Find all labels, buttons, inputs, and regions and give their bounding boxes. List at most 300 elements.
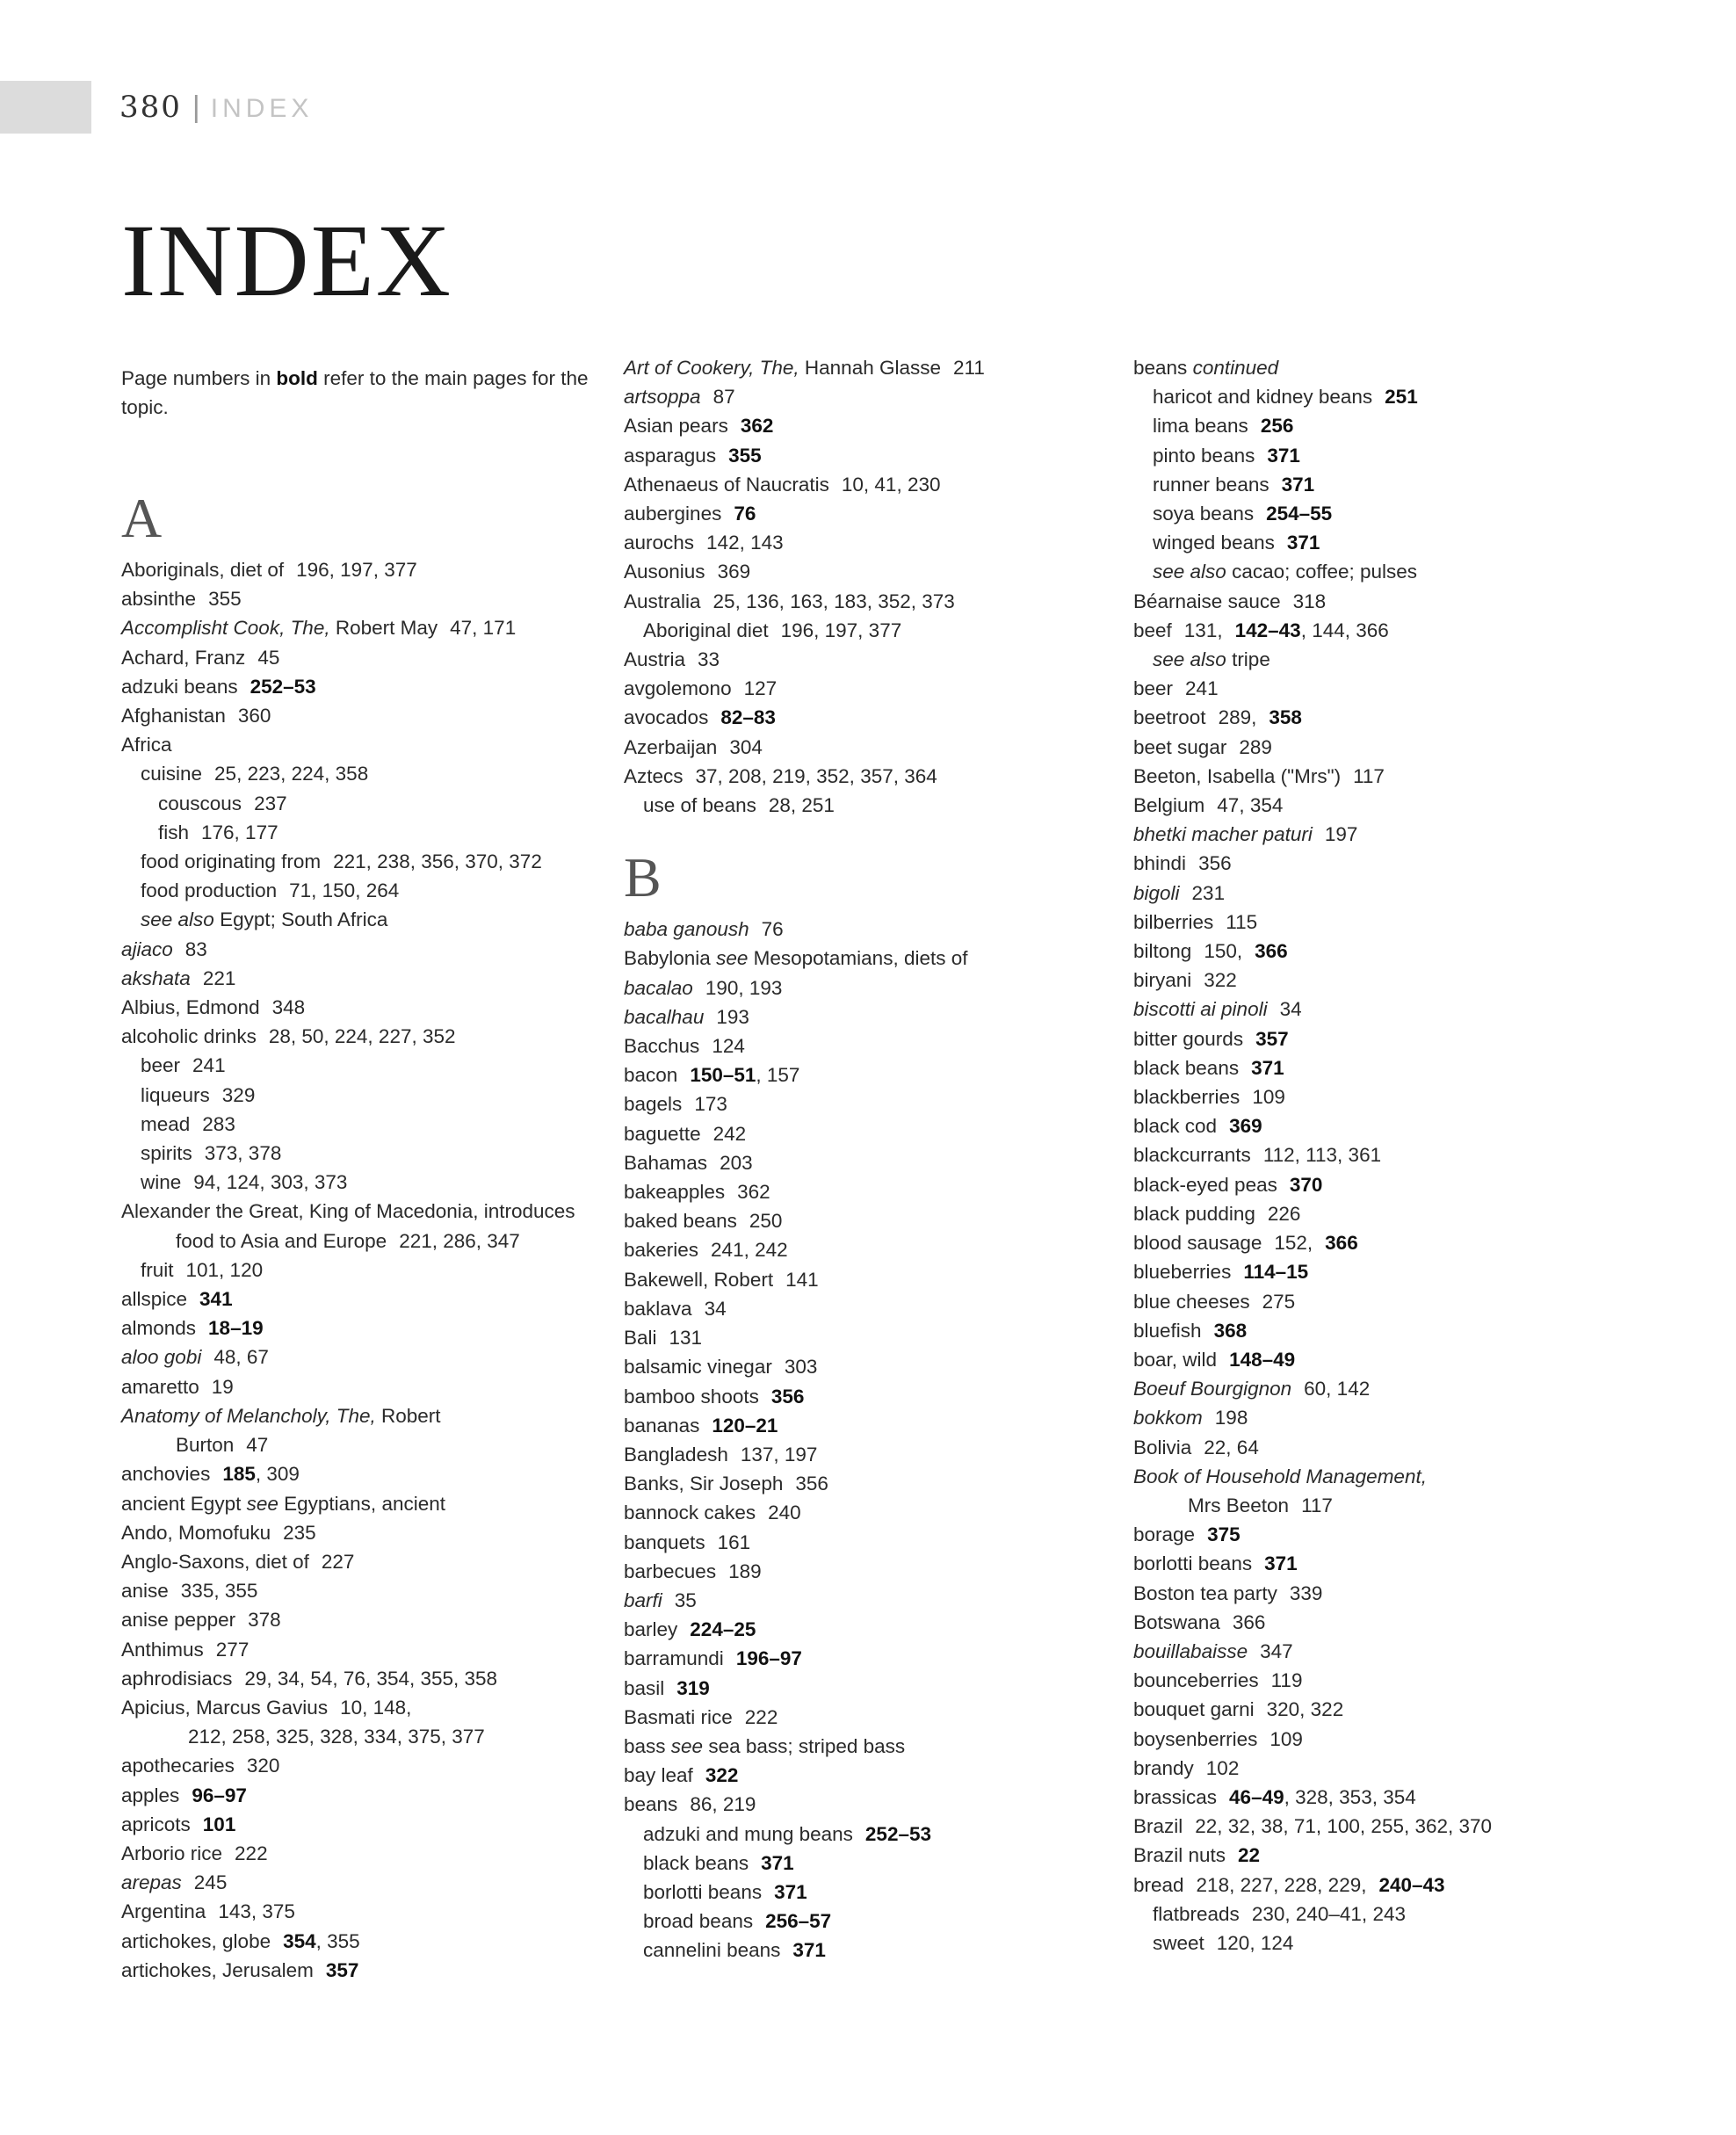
page-refs: 245 <box>193 1871 228 1894</box>
index-entry <box>1133 353 1625 382</box>
page-refs: 127 <box>743 677 778 700</box>
entry-term: bluefish <box>1133 1319 1202 1342</box>
page-refs: 197 <box>1324 823 1358 846</box>
page-refs: 230, 240–41, 243 <box>1251 1902 1406 1925</box>
running-header <box>119 88 313 128</box>
entry-term: artsoppa <box>624 386 701 409</box>
page-refs: 189 <box>728 1560 762 1582</box>
entry-term: ajiaco <box>121 937 173 960</box>
index-entry <box>1133 1637 1625 1666</box>
page-title: INDEX <box>121 203 453 318</box>
page-refs: 34 <box>1279 998 1302 1021</box>
index-entry <box>121 1518 613 1547</box>
entry-term: Boeuf Bourgignon <box>1133 1378 1292 1400</box>
page-refs: 241 <box>192 1054 226 1077</box>
page-refs: 143, 375 <box>218 1900 295 1923</box>
main-page-ref: 256 <box>1260 415 1294 438</box>
page-refs: 356 <box>795 1473 828 1495</box>
entry-term: blood sausage <box>1133 1232 1262 1255</box>
entry-term: Beeton, Isabella ("Mrs") <box>1133 764 1342 787</box>
entry-term: adzuki and mung beans <box>643 1822 853 1845</box>
page-refs: 221 <box>202 966 236 989</box>
index-entry <box>624 1761 1116 1790</box>
entry-term: haricot and kidney beans <box>1153 386 1373 409</box>
entry-term: Boston tea party <box>1133 1581 1277 1604</box>
index-entry <box>121 701 613 730</box>
page-refs: 193 <box>716 1005 749 1028</box>
main-page-ref: 114–15 <box>1243 1261 1309 1284</box>
index-entry <box>624 1235 1116 1264</box>
entry-subtext: Mesopotamians, diets of <box>748 947 968 970</box>
main-page-ref: 101 <box>202 1813 236 1835</box>
index-entry <box>1133 733 1625 762</box>
page-refs: 369 <box>717 561 751 583</box>
entries-b-list <box>624 915 1116 1965</box>
entry-term: bounceberries <box>1133 1669 1259 1692</box>
page-refs: 71, 150, 264 <box>289 879 400 902</box>
cross-reference-target: Egypt; South Africa <box>213 908 388 931</box>
entry-term: bamboo shoots <box>624 1385 759 1408</box>
entry-term: beer <box>141 1054 181 1077</box>
page-refs: 275 <box>1262 1290 1296 1313</box>
entry-term: Bali <box>624 1327 657 1350</box>
index-entry <box>1133 1403 1625 1432</box>
main-page-ref: 371 <box>1281 473 1315 496</box>
main-page-ref: 358 <box>1269 706 1302 729</box>
page-refs: 47 <box>246 1434 269 1457</box>
page-refs: 320 <box>246 1755 280 1777</box>
index-entry <box>121 1868 613 1897</box>
index-entry <box>624 528 1116 557</box>
index-entry <box>121 1576 613 1605</box>
main-page-ref: 96–97 <box>192 1784 247 1806</box>
index-entry <box>121 1314 613 1343</box>
page-refs: 221, 286, 347 <box>399 1229 520 1252</box>
index-entry <box>624 1849 1116 1878</box>
entry-term: Achard, Franz <box>121 646 246 669</box>
page-refs: 10, 148, <box>340 1696 412 1719</box>
index-entry <box>1133 1929 1625 1958</box>
page-refs: 87 <box>712 386 735 409</box>
entry-term: Banks, Sir Joseph <box>624 1473 784 1495</box>
page-refs: 277 <box>215 1638 250 1661</box>
entry-term: beer <box>1133 677 1174 700</box>
entry-term: Albius, Edmond <box>121 996 260 1019</box>
main-page-ref: 371 <box>1267 444 1300 467</box>
main-page-ref: 371 <box>1264 1552 1298 1575</box>
index-entry <box>624 587 1116 616</box>
index-column-1 <box>121 353 613 1985</box>
page-edge-tab <box>0 81 91 134</box>
page-refs: 231 <box>1191 881 1226 904</box>
page-refs: 240 <box>768 1502 801 1524</box>
index-entry <box>1133 1812 1625 1841</box>
main-page-ref: 256–57 <box>765 1910 832 1933</box>
entry-term: bananas <box>624 1414 700 1437</box>
index-entry <box>1133 1725 1625 1754</box>
main-page-ref: 341 <box>199 1288 233 1311</box>
index-entry <box>1133 1140 1625 1169</box>
page-refs: 211 <box>953 357 985 379</box>
page-refs-extra: , 309 <box>255 1463 300 1486</box>
entry-term: Art of Cookery, The, <box>624 357 799 379</box>
entry-term: arepas <box>121 1871 182 1894</box>
index-entry <box>1133 1841 1625 1870</box>
page-refs: 35 <box>674 1589 697 1611</box>
page-refs: 141 <box>785 1268 819 1291</box>
index-entry <box>1133 1024 1625 1053</box>
entry-term: fruit <box>141 1258 174 1281</box>
entry-term: beet sugar <box>1133 735 1227 758</box>
index-entry <box>1133 1462 1625 1491</box>
index-entry <box>121 847 613 876</box>
entry-term: blackberries <box>1133 1086 1241 1109</box>
entry-term: cuisine <box>141 763 203 785</box>
entry-term: soya beans <box>1153 503 1255 525</box>
index-entry <box>1133 791 1625 820</box>
index-entry <box>624 1936 1116 1965</box>
index-entry <box>624 1615 1116 1644</box>
bold-word: bold <box>276 367 318 389</box>
entry-term: borlotti beans <box>1133 1552 1253 1575</box>
entry-term: Burton <box>176 1434 235 1457</box>
main-page-ref: 148–49 <box>1229 1348 1296 1371</box>
index-entry <box>1133 1316 1625 1345</box>
index-entry <box>1133 1257 1625 1286</box>
page-refs: 76 <box>761 918 784 941</box>
index-entry <box>121 730 613 759</box>
main-page-ref: 22 <box>1238 1844 1261 1867</box>
index-entry <box>121 993 613 1022</box>
entry-term: aphrodisiacs <box>121 1667 233 1690</box>
entry-term: Asian pears <box>624 415 728 438</box>
main-page-ref: 371 <box>761 1851 794 1874</box>
entry-term: black beans <box>643 1851 749 1874</box>
page-refs: 318 <box>1292 590 1327 612</box>
entry-term: Brazil <box>1133 1815 1183 1838</box>
index-entry <box>1133 1549 1625 1578</box>
index-entry <box>624 1586 1116 1615</box>
entry-term: black-eyed peas <box>1133 1173 1277 1196</box>
entry-term: Brazil nuts <box>1133 1844 1226 1867</box>
index-entry <box>1133 1579 1625 1608</box>
index-entry <box>1133 1520 1625 1549</box>
index-entry <box>1133 1491 1625 1520</box>
page-refs: 222 <box>235 1842 268 1864</box>
index-entry <box>624 1060 1116 1089</box>
entry-term: Basmati rice <box>624 1705 733 1728</box>
entry-term: bitter gourds <box>1133 1027 1244 1050</box>
entry-term: blackcurrants <box>1133 1144 1251 1167</box>
index-entry <box>624 1557 1116 1586</box>
page-refs: 33 <box>698 648 720 671</box>
index-entry <box>624 1440 1116 1469</box>
index-entry <box>624 1820 1116 1849</box>
entries-a-continued <box>624 353 1116 820</box>
entry-term: Mrs Beeton <box>1188 1494 1290 1516</box>
page-refs: 173 <box>694 1093 727 1116</box>
index-entry <box>1133 820 1625 849</box>
page-refs: 196, 197, 377 <box>296 559 417 581</box>
entry-subtext: Egyptians, ancient <box>278 1492 445 1515</box>
entry-term: bouillabaisse <box>1133 1639 1248 1662</box>
page-refs: 25, 136, 163, 183, 352, 373 <box>712 590 955 612</box>
index-entry <box>121 1547 613 1576</box>
page-refs: 86, 219 <box>690 1793 756 1816</box>
entry-term: Babylonia <box>624 947 711 970</box>
index-entry <box>1133 1287 1625 1316</box>
main-page-ref: 142–43 <box>1234 619 1301 641</box>
entry-term: Australia <box>624 590 701 612</box>
entry-term: black cod <box>1133 1115 1218 1138</box>
page-refs: 22, 64 <box>1204 1436 1259 1458</box>
index-entry <box>624 645 1116 674</box>
page-refs: 109 <box>1252 1086 1285 1109</box>
index-entry <box>1133 1170 1625 1199</box>
entry-term: Béarnaise sauce <box>1133 590 1281 612</box>
entry-term: aloo gobi <box>121 1346 202 1369</box>
entry-term: bigoli <box>1133 881 1180 904</box>
entry-term: bannock cakes <box>624 1502 756 1524</box>
entry-term: winged beans <box>1153 532 1275 554</box>
entry-term: bass <box>624 1734 666 1757</box>
index-entry <box>1133 966 1625 995</box>
main-page-ref: 196–97 <box>735 1647 802 1670</box>
page-refs: 112, 113, 361 <box>1262 1144 1382 1167</box>
index-entry <box>121 818 613 847</box>
index-entry <box>1133 1608 1625 1637</box>
page-refs: 190, 193 <box>705 976 783 999</box>
entries-b-continued <box>1133 353 1625 1958</box>
index-entry <box>624 1119 1116 1148</box>
page-refs: 339 <box>1289 1581 1323 1604</box>
index-entry <box>1133 1345 1625 1374</box>
index-entry <box>121 1664 613 1693</box>
index-entry <box>121 1810 613 1839</box>
page-refs: 150, <box>1204 940 1243 963</box>
index-entry <box>1133 1082 1625 1111</box>
index-entry <box>624 1294 1116 1323</box>
index-entry <box>121 1168 613 1197</box>
entry-term: banquets <box>624 1531 705 1553</box>
entry-term: food originating from <box>141 850 322 873</box>
entry-term: baguette <box>624 1122 701 1145</box>
page-refs: 94, 124, 303, 373 <box>193 1171 348 1194</box>
bold-page-note: Page numbers in bold refer to the main pages for the topic. <box>121 367 589 418</box>
entry-term: fish <box>158 821 190 843</box>
cross-reference-label: see also <box>1153 561 1226 583</box>
page-refs: 60, 142 <box>1304 1378 1371 1400</box>
index-entry <box>624 1148 1116 1177</box>
cross-reference-label: see also <box>141 908 214 931</box>
main-page-ref: 46–49 <box>1229 1785 1284 1808</box>
index-entry <box>121 1693 613 1722</box>
index-entry <box>121 1459 613 1488</box>
page-refs: 102 <box>1205 1756 1240 1779</box>
cross-reference-label: see also <box>1153 648 1226 671</box>
index-entry <box>121 759 613 788</box>
index-entry <box>624 1031 1116 1060</box>
entry-term: Anatomy of Melancholy, The, <box>121 1404 376 1427</box>
main-page-ref: 18–19 <box>208 1317 264 1340</box>
entry-term: Botswana <box>1133 1610 1220 1633</box>
entry-term: ancient Egypt <box>121 1492 242 1515</box>
index-entry <box>624 733 1116 762</box>
index-entry <box>624 1732 1116 1761</box>
page-refs: 22, 32, 38, 71, 100, 255, 362, 370 <box>1195 1815 1493 1838</box>
entry-term: Book of Household Management, <box>1133 1465 1427 1487</box>
page-refs: 28, 251 <box>768 794 835 817</box>
page-refs: 221, 238, 356, 370, 372 <box>333 850 542 873</box>
page-refs: 25, 223, 224, 358 <box>214 763 369 785</box>
page-number: 380 <box>119 90 182 125</box>
page-refs: 289 <box>1239 735 1272 758</box>
index-entry <box>1133 995 1625 1024</box>
main-page-ref: 371 <box>792 1939 826 1962</box>
entry-term: bacalhau <box>624 1005 705 1028</box>
entry-term: liqueurs <box>141 1083 210 1106</box>
index-entry <box>624 762 1116 791</box>
page-refs: 289, <box>1218 706 1257 729</box>
entry-term: boar, wild <box>1133 1348 1218 1371</box>
index-entry <box>121 1839 613 1868</box>
index-entry <box>624 470 1116 499</box>
page-refs: 283 <box>202 1112 235 1135</box>
index-entry <box>624 1265 1116 1294</box>
main-page-ref: 82–83 <box>720 706 776 729</box>
page-refs: 29, 34, 54, 76, 354, 355, 358 <box>244 1667 498 1690</box>
entry-term: use of beans <box>643 794 756 817</box>
index-entry <box>121 1227 613 1256</box>
page-refs: 320, 322 <box>1266 1698 1344 1721</box>
entry-term: aubergines <box>624 503 722 525</box>
entry-term: mead <box>141 1112 191 1135</box>
index-entry <box>624 1674 1116 1703</box>
page-refs: 237 <box>254 792 287 814</box>
main-page-ref: 369 <box>1229 1115 1262 1138</box>
entry-term: beans <box>1133 357 1188 379</box>
main-page-ref: 252–53 <box>250 675 316 698</box>
page-refs: 304 <box>729 735 763 758</box>
index-entry <box>624 557 1116 586</box>
entry-term: artichokes, Jerusalem <box>121 1958 314 1981</box>
entry-term: biryani <box>1133 969 1192 992</box>
entry-term: bacon <box>624 1064 678 1087</box>
main-page-ref: 371 <box>774 1880 807 1903</box>
index-entry <box>1133 499 1625 528</box>
index-entry <box>624 1411 1116 1440</box>
index-entry <box>121 1635 613 1664</box>
main-page-ref: 76 <box>734 503 756 525</box>
entry-term: anise <box>121 1580 169 1603</box>
main-page-ref: 319 <box>676 1676 710 1699</box>
main-page-ref: 357 <box>1255 1027 1289 1050</box>
index-entry <box>1133 849 1625 878</box>
index-entry <box>624 1528 1116 1557</box>
index-entry <box>121 935 613 964</box>
entry-term: amaretto <box>121 1375 199 1398</box>
entry-term: Aboriginals, diet of <box>121 559 285 581</box>
index-entry <box>121 1489 613 1518</box>
index-entry <box>121 905 613 934</box>
page-refs: 117 <box>1301 1494 1333 1516</box>
index-entry <box>121 584 613 613</box>
index-entry <box>1133 1433 1625 1462</box>
index-entry <box>1133 762 1625 791</box>
index-entry <box>1133 1754 1625 1783</box>
index-entry <box>624 973 1116 1002</box>
main-page-ref: 240–43 <box>1378 1873 1445 1896</box>
page-refs: 131 <box>669 1327 703 1350</box>
page-refs: 119 <box>1270 1669 1303 1692</box>
entry-term: Accomplisht Cook, The, <box>121 617 330 640</box>
entry-term: biltong <box>1133 940 1192 963</box>
index-entry <box>624 1177 1116 1206</box>
entry-term: bread <box>1133 1873 1184 1896</box>
page-refs: 347 <box>1260 1639 1293 1662</box>
page-refs: 124 <box>712 1035 745 1058</box>
entry-term: anchovies <box>121 1463 211 1486</box>
entry-term: brandy <box>1133 1756 1194 1779</box>
entry-term: black beans <box>1133 1056 1240 1079</box>
entry-term: Athenaeus of Naucratis <box>624 473 829 496</box>
entry-term: Ausonius <box>624 561 705 583</box>
entry-term: beans <box>624 1793 678 1816</box>
entry-term: baklava <box>624 1297 692 1320</box>
index-entry <box>1133 1111 1625 1140</box>
index-entry <box>1133 1199 1625 1228</box>
entry-term: spirits <box>141 1142 192 1165</box>
page-refs-extra: , 144, 366 <box>1300 619 1389 641</box>
index-entry <box>1133 1783 1625 1812</box>
index-entry <box>624 1002 1116 1031</box>
entry-term: blueberries <box>1133 1261 1232 1284</box>
entry-term: bakeries <box>624 1239 699 1262</box>
page-refs: 137, 197 <box>740 1443 818 1466</box>
page-refs: 83 <box>184 937 207 960</box>
index-entry <box>121 1081 613 1110</box>
main-page-ref: 355 <box>728 444 762 467</box>
entry-term: Alexander the Great, King of Macedonia, introduces <box>121 1200 575 1223</box>
entry-term: Bahamas <box>624 1151 708 1174</box>
page-refs: 47, 354 <box>1217 794 1284 817</box>
entry-term: apothecaries <box>121 1755 235 1777</box>
entry-subtext: Hannah Glasse <box>799 357 942 379</box>
entry-term: broad beans <box>643 1910 754 1933</box>
page-refs: 212, 258, 325, 328, 334, 375, 377 <box>188 1726 485 1748</box>
index-entry <box>624 944 1116 973</box>
index-entry <box>1133 470 1625 499</box>
index-entry <box>121 789 613 818</box>
cross-reference-label: see <box>665 1734 704 1757</box>
main-page-ref: 371 <box>1251 1056 1284 1079</box>
index-entry <box>121 1110 613 1139</box>
page-refs: 28, 50, 224, 227, 352 <box>268 1025 456 1048</box>
index-entry <box>1133 1900 1625 1929</box>
entry-term: barbecues <box>624 1560 717 1582</box>
index-column-2 <box>624 353 1116 1965</box>
index-entry <box>121 1401 613 1430</box>
index-entry <box>121 1285 613 1314</box>
index-entry <box>1133 1871 1625 1900</box>
page-refs: 120, 124 <box>1216 1931 1294 1954</box>
entry-term: bilberries <box>1133 910 1214 933</box>
letter-heading-a: A <box>121 487 163 549</box>
index-entry <box>624 1498 1116 1527</box>
entry-subtext: Robert <box>375 1404 441 1427</box>
main-page-ref: 366 <box>1325 1232 1358 1255</box>
page-refs: 227 <box>321 1550 355 1573</box>
